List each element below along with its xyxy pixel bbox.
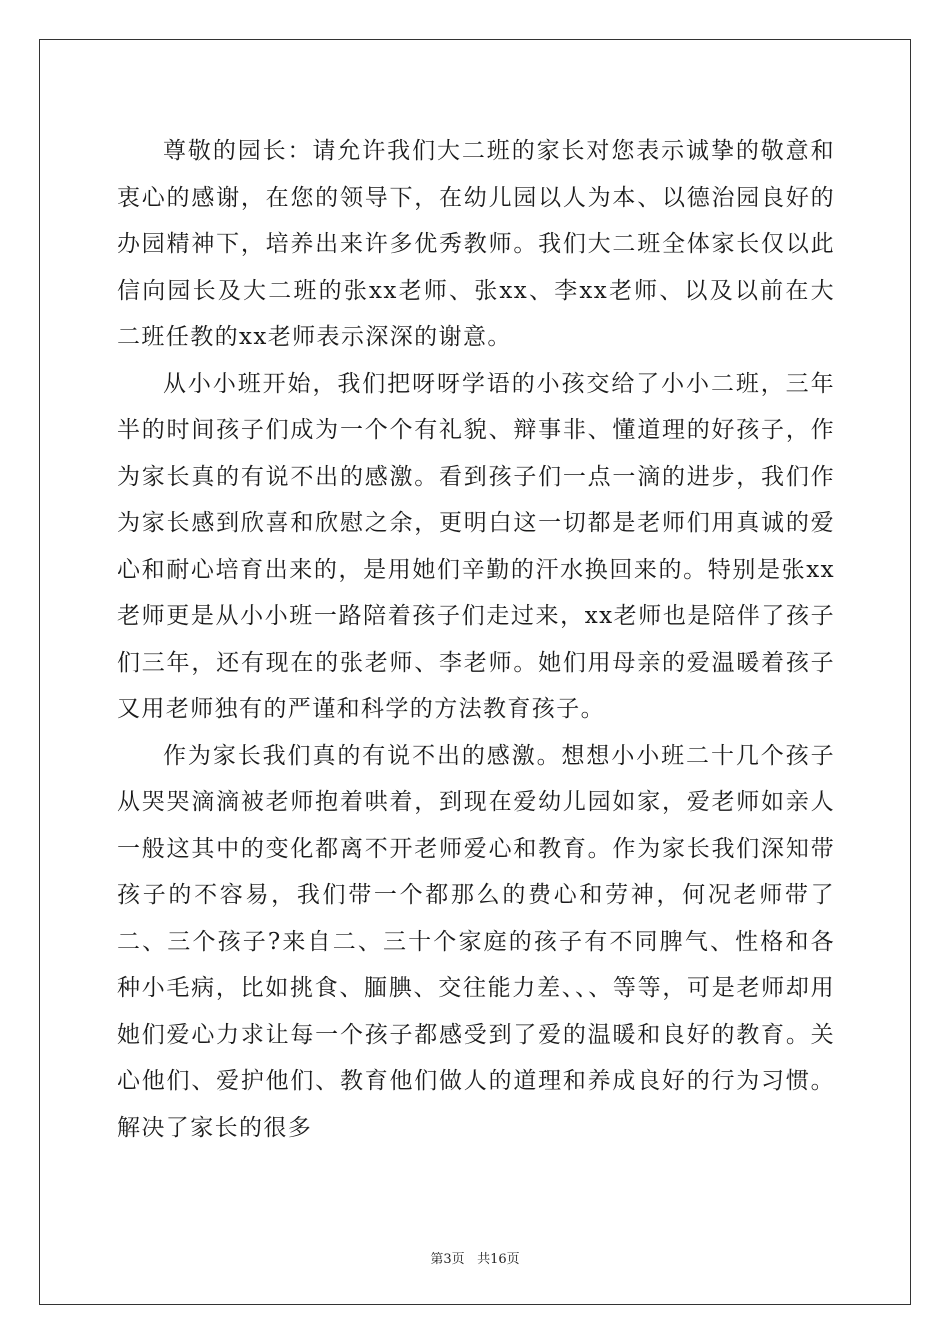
paragraph-3: 作为家长我们真的有说不出的感激。想想小小班二十几个孩子从哭哭滴滴被老师抱着哄着，到现在爱幼儿园如家，爱老师如亲人一般这其中的变化都离不开老师爱心和教育。作为家长我们深知带孩子的不容易，我们带一个都那么的费心和劳神，何况老师带了二、三个孩子?来自二、三十个家庭的孩子有不同脾气、性格和各种小毛病，比如挑食、腼腆、交往能力差、、、等等，可是老师却用她们爱心力求让每一个孩子都感受到了爱的温暖和良好的教育。关心他们、爱护他们、教育他们做人的道理和养成良好的行为习惯。解决了家长的很多 <box>117 742 835 1141</box>
page-number: 第3页 <box>430 1252 465 1267</box>
total-pages: 共16页 <box>477 1252 520 1267</box>
page-footer <box>0 1248 950 1267</box>
paragraph-1: 尊敬的园长：请允许我们大二班的家长对您表示诚挚的敬意和衷心的感谢，在您的领导下，在幼儿园以人为本、以德治园良好的办园精神下，培养出来许多优秀教师。我们大二班全体家长仅以此信向园长及大二班的张xx老师、张xx、李xx老师、以及以前在大二班任教的xx老师表示深深的谢意。 <box>117 138 835 350</box>
document-body <box>117 128 835 1151</box>
paragraph-2: 从小小班开始，我们把呀呀学语的小孩交给了小小二班，三年半的时间孩子们成为一个个有礼貌、辩事非、懂道理的好孩子，作为家长真的有说不出的感激。看到孩子们一点一滴的进步，我们作为家长感到欣喜和欣慰之余，更明白这一切都是老师们用真诚的爱心和耐心培育出来的，是用她们辛勤的汗水换回来的。特别是张xx老师更是从小小班一路陪着孩子们走过来，xx老师也是陪伴了孩子们三年，还有现在的张老师、李老师。她们用母亲的爱温暖着孩子又用老师独有的严谨和科学的方法教育孩子。 <box>117 370 835 722</box>
